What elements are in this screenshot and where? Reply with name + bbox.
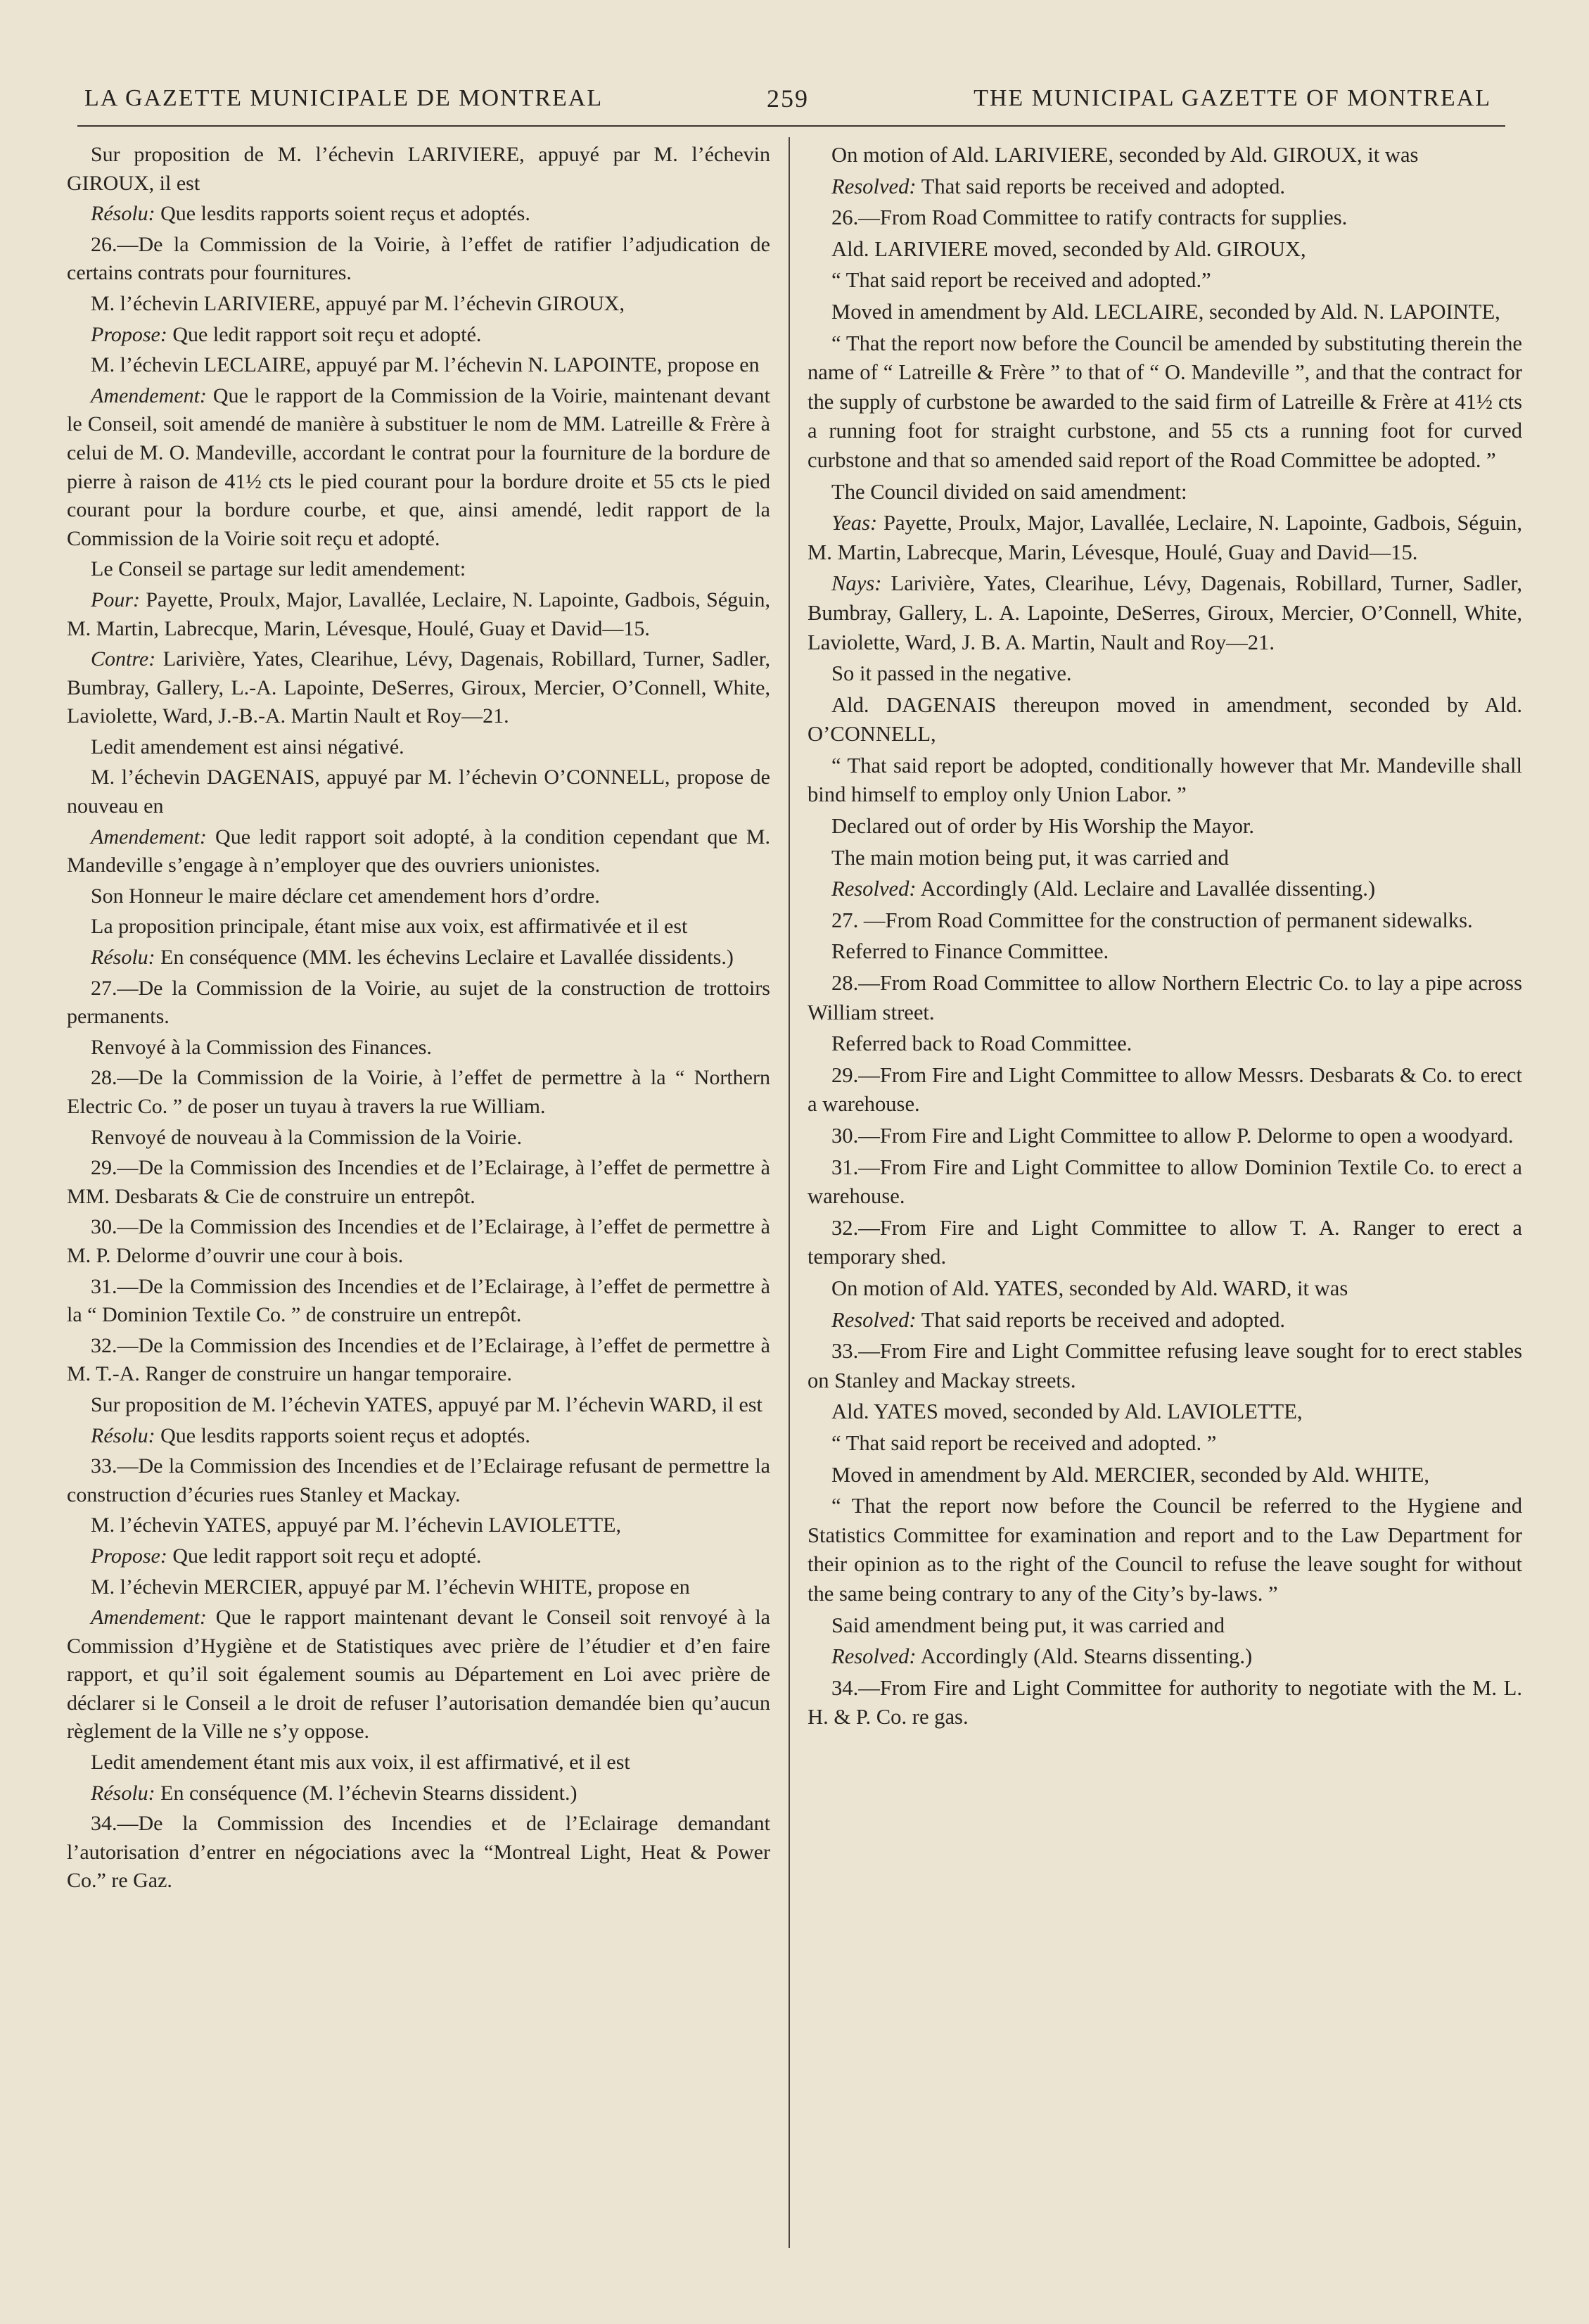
english-column [808, 141, 1522, 2266]
english-paragraph-lead: Resolved: [831, 1307, 917, 1332]
english-paragraph-text: Referred back to Road Committee. [831, 1031, 1132, 1056]
english-paragraph [808, 203, 1522, 233]
french-paragraph [67, 1391, 770, 1420]
french-paragraph [67, 290, 770, 319]
french-paragraph-text: Renvoyé à la Commission des Finances. [91, 1035, 432, 1059]
english-paragraph-text: “ That said report be adopted, conditionally however that Mr. Mandeville shall bind himself to employ only Union Labor. ” [808, 753, 1522, 807]
english-paragraph-text: “ That said report be received and adopted. ” [831, 1430, 1217, 1455]
french-paragraph-lead: Résolu: [91, 1423, 155, 1447]
english-paragraph-text: 32.—From Fire and Light Committee to allow T. A. Ranger to erect a temporary shed. [808, 1215, 1522, 1269]
english-paragraph [808, 478, 1522, 507]
french-paragraph-text: Payette, Proulx, Major, Lavallée, Leclaire, N. Lapointe, Gadbois, Séguin, M. Martin, Labrecque, Marin, Lévesque, Houlé, Guay et David—15. [67, 588, 770, 640]
english-paragraph [808, 1492, 1522, 1608]
french-paragraph [67, 1810, 770, 1896]
english-paragraph [808, 298, 1522, 327]
page-number: 259 [767, 84, 809, 113]
french-paragraph-lead: Propose: [91, 322, 167, 346]
english-paragraph [808, 1122, 1522, 1151]
english-paragraph [808, 1306, 1522, 1335]
french-paragraph [67, 1542, 770, 1571]
french-paragraph-text: Que ledit rapport soit reçu et adopté. [167, 322, 482, 346]
french-paragraph-text: 29.—De la Commission des Incendies et de l’Eclairage, à l’effet de permettre à MM. Desbarats & Cie de construire un entrepôt. [67, 1156, 770, 1208]
french-paragraph [67, 1604, 770, 1746]
french-paragraph [67, 1034, 770, 1062]
french-paragraph-text: M. l’échevin YATES, appuyé par M. l’échevin LAVIOLETTE, [91, 1513, 621, 1537]
english-paragraph [808, 1611, 1522, 1641]
english-paragraph-text: 27. —From Road Committee for the construction of permanent sidewalks. [831, 908, 1473, 932]
english-paragraph-text: Moved in amendment by Ald. MERCIER, seconded by Ald. WHITE, [831, 1462, 1430, 1487]
french-paragraph-text: En conséquence (M. l’échevin Stearns dissident.) [155, 1781, 577, 1805]
french-paragraph [67, 1332, 770, 1389]
page-header [84, 77, 1491, 120]
french-paragraph-lead: Amendement: [91, 1606, 207, 1630]
french-paragraph [67, 763, 770, 820]
english-paragraph [808, 875, 1522, 904]
french-paragraph [67, 645, 770, 731]
french-paragraph-text: Que le rapport de la Commission de la Voirie, maintenant devant le Conseil, soit amendé de manière à substituer le nom de MM. Latreille & Frère à celui de M. O. Mandeville, accordant le contrat pour la fourniture de la bordure de pierre à raison de 41½ cts le pied courant pour la bordure droite et 55 cts le pied courant pour la bordure courbe, et que, ainsi amendé, ledit rapport de la Commission de la Voirie soit reçu et adopté. [67, 383, 770, 550]
english-paragraph-text: Larivière, Yates, Clearihue, Lévy, Dagenais, Robillard, Turner, Sadler, Bumbray, Gallery, L. A. Lapointe, DeSerres, Giroux, Mercier, O’Connell, White, Laviolette, Ward, J. B. A. Martin, Nault and Roy—21. [808, 571, 1522, 654]
english-paragraph-lead: Resolved: [831, 174, 917, 198]
english-paragraph-lead: Yeas: [831, 511, 878, 535]
english-paragraph [808, 969, 1522, 1027]
english-paragraph-text: On motion of Ald. LARIVIERE, seconded by Ald. GIROUX, it was [831, 143, 1419, 167]
english-paragraph-text: Accordingly (Ald. Leclaire and Lavallée dissenting.) [916, 877, 1376, 901]
french-paragraph [67, 882, 770, 911]
french-paragraph-text: Renvoyé de nouveau à la Commission de la Voirie. [91, 1125, 522, 1149]
english-paragraph [808, 1153, 1522, 1212]
french-paragraph-text: 28.—De la Commission de la Voirie, à l’effet de permettre à la “ Northern Electric Co. ” de poser un tuyau à travers la rue William. [67, 1066, 770, 1118]
english-paragraph-lead: Nays: [831, 571, 882, 596]
english-paragraph [808, 844, 1522, 873]
french-paragraph [67, 974, 770, 1031]
english-paragraph-text: Referred to Finance Committee. [831, 939, 1109, 964]
french-paragraph-text: Que lesdits rapports soient reçus et adoptés. [155, 1423, 530, 1447]
english-paragraph-text: Accordingly (Ald. Stearns dissenting.) [916, 1644, 1253, 1669]
english-paragraph [808, 1429, 1522, 1459]
english-paragraph-text: 34.—From Fire and Light Committee for authority to negotiate with the M. L. H. & P. Co. re gas. [808, 1675, 1522, 1729]
french-paragraph-text: M. l’échevin DAGENAIS, appuyé par M. l’échevin O’CONNELL, propose de nouveau en [67, 766, 770, 818]
english-paragraph-text: “ That the report now before the Council be amended by substituting therein the name of “ Latreille & Frère ” to that of “ O. Mandeville ”, and that the contract for the supply of curbstone be awarded to the said firm of Latreille & Frère at 41½ cts a running foot for straight curbstone, and 55 cts a running foot for curved curbstone and that so amended said report of the Road Committee be adopted. ” [808, 331, 1522, 472]
english-paragraph [808, 659, 1522, 689]
english-paragraph-text: 30.—From Fire and Light Committee to allow P. Delorme to open a woodyard. [831, 1124, 1514, 1148]
english-paragraph-text: So it passed in the negative. [831, 661, 1072, 686]
english-paragraph-lead: Resolved: [831, 1644, 917, 1669]
english-paragraph-text: 31.—From Fire and Light Committee to allow Dominion Textile Co. to erect a warehouse. [808, 1155, 1522, 1209]
french-paragraph-lead: Résolu: [91, 1781, 155, 1805]
french-paragraph [67, 1452, 770, 1509]
french-paragraph-text: En conséquence (MM. les échevins Leclaire et Lavallée dissidents.) [155, 946, 734, 970]
english-paragraph [808, 172, 1522, 202]
french-paragraph-lead: Propose: [91, 1544, 167, 1568]
english-paragraph-text: Ald. LARIVIERE moved, seconded by Ald. GIROUX, [831, 236, 1306, 261]
french-paragraph [67, 141, 770, 198]
french-paragraph-text: Le Conseil se partage sur ledit amendement: [91, 557, 466, 581]
english-paragraph [808, 1061, 1522, 1119]
french-paragraph [67, 1154, 770, 1211]
english-paragraph [808, 509, 1522, 567]
french-paragraph [67, 913, 770, 941]
french-paragraph-text: Que le rapport maintenant devant le Conseil soit renvoyé à la Commission d’Hygiène et de Statistiques avec prière de l’étudier et d’en faire rapport, et qu’il soit également soumis au Département en Loi avec prière de déclarer si le Conseil a le droit de refuser l’autorisation demandée bien qu’aucun règlement de la Ville ne s’y oppose. [67, 1606, 770, 1744]
english-paragraph [808, 235, 1522, 265]
english-paragraph [808, 266, 1522, 296]
french-paragraph-text: Son Honneur le maire déclare cet amendement hors d’ordre. [91, 884, 600, 908]
english-paragraph [808, 691, 1522, 749]
french-paragraph [67, 1511, 770, 1540]
french-paragraph-text: 26.—De la Commission de la Voirie, à l’effet de ratifier l’adjudication de certains contrats pour fournitures. [67, 232, 770, 285]
french-paragraph [67, 1748, 770, 1777]
french-paragraph-text: 33.—De la Commission des Incendies et de l’Eclairage refusant de permettre la construction d’écuries rues Stanley et Mackay. [67, 1454, 770, 1506]
french-paragraph [67, 586, 770, 643]
english-paragraph [808, 1397, 1522, 1427]
english-paragraph-text: Moved in amendment by Ald. LECLAIRE, seconded by Ald. N. LAPOINTE, [831, 299, 1500, 324]
english-paragraph-text: That said reports be received and adopted. [916, 174, 1286, 198]
english-paragraph-text: “ That said report be received and adopted.” [831, 268, 1211, 293]
english-paragraph-text: Payette, Proulx, Major, Lavallée, Leclaire, N. Lapointe, Gadbois, Séguin, M. Martin, Labrecque, Marin, Lévesque, Houlé, Guay and David—15. [808, 511, 1522, 564]
french-paragraph-lead: Amendement: [91, 825, 207, 849]
english-paragraph-text: On motion of Ald. YATES, seconded by Ald. WARD, it was [831, 1276, 1348, 1300]
header-rule [77, 125, 1505, 127]
english-paragraph-text: That said reports be received and adopted. [916, 1307, 1286, 1332]
english-paragraph [808, 1674, 1522, 1732]
header-title-english: THE MUNICIPAL GAZETTE OF MONTREAL [974, 85, 1491, 111]
english-paragraph [808, 1337, 1522, 1395]
french-paragraph-text: Que lesdits rapports soient reçus et adoptés. [155, 202, 530, 226]
french-paragraph [67, 1573, 770, 1602]
french-paragraph [67, 733, 770, 762]
english-paragraph-text: Declared out of order by His Worship the Mayor. [831, 814, 1255, 839]
english-paragraph [808, 751, 1522, 810]
french-paragraph [67, 1422, 770, 1451]
french-paragraph-lead: Amendement: [91, 383, 207, 407]
french-paragraph-text: 30.—De la Commission des Incendies et de l’Eclairage, à l’effet de permettre à M. P. Delorme d’ouvrir une cour à bois. [67, 1215, 770, 1267]
french-paragraph [67, 1213, 770, 1270]
english-paragraph [808, 1461, 1522, 1490]
french-paragraph [67, 555, 770, 584]
english-paragraph [808, 1214, 1522, 1272]
english-paragraph [808, 1029, 1522, 1059]
french-paragraph [67, 1779, 770, 1808]
english-paragraph [808, 1274, 1522, 1304]
french-paragraph-lead: Résolu: [91, 946, 155, 970]
english-paragraph [808, 937, 1522, 967]
english-paragraph-text: The main motion being put, it was carried and [831, 845, 1229, 870]
french-paragraph [67, 321, 770, 350]
french-paragraph [67, 382, 770, 554]
english-paragraph-text: Ald. YATES moved, seconded by Ald. LAVIOLETTE, [831, 1399, 1303, 1424]
english-paragraph [808, 329, 1522, 476]
english-paragraph [808, 141, 1522, 170]
french-paragraph [67, 1064, 770, 1121]
french-paragraph [67, 200, 770, 229]
english-paragraph-lead: Resolved: [831, 877, 917, 901]
french-paragraph-text: Sur proposition de M. l’échevin YATES, appuyé par M. l’échevin WARD, il est [91, 1392, 762, 1416]
english-paragraph [808, 1642, 1522, 1672]
header-title-french: LA GAZETTE MUNICIPALE DE MONTREAL [84, 85, 604, 111]
french-paragraph-lead: Résolu: [91, 202, 155, 226]
english-paragraph-text: 26.—From Road Committee to ratify contracts for supplies. [831, 205, 1348, 230]
english-paragraph-text: Ald. DAGENAIS thereupon moved in amendment, seconded by Ald. O’CONNELL, [808, 692, 1522, 747]
french-paragraph-lead: Contre: [91, 647, 156, 671]
french-column [67, 141, 770, 2266]
french-paragraph [67, 1273, 770, 1330]
french-paragraph-text: Ledit amendement est ainsi négativé. [91, 735, 404, 758]
french-paragraph-text: 34.—De la Commission des Incendies et de l’Eclairage demandant l’autorisation d’entrer en négociations avec la “Montreal Light, Heat & Power Co.” re Gaz. [67, 1812, 770, 1893]
french-paragraph [67, 1124, 770, 1153]
english-paragraph [808, 906, 1522, 936]
french-paragraph [67, 944, 770, 972]
french-paragraph-text: Larivière, Yates, Clearihue, Lévy, Dagenais, Robillard, Turner, Sadler, Bumbray, Gallery, L.-A. Lapointe, DeSerres, Giroux, Mercier, O’Connell, White, Laviolette, Ward, J.-B.-A. Martin Nault et Roy—21. [67, 647, 770, 728]
french-paragraph-text: 32.—De la Commission des Incendies et de l’Eclairage, à l’effet de permettre à M. T.-A. Ranger de construire un hangar temporaire. [67, 1333, 770, 1386]
english-paragraph-text: 29.—From Fire and Light Committee to allow Messrs. Desbarats & Co. to erect a warehouse. [808, 1062, 1522, 1117]
english-paragraph-text: “ That the report now before the Council be referred to the Hygiene and Statistics Committee for examination and report and to the Law Department for their opinion as to the right of the Council to refuse the leave sought for without the same being contrary to any of the City’s by-laws. ” [808, 1494, 1522, 1606]
french-paragraph-text: 27.—De la Commission de la Voirie, au sujet de la construction de trottoirs permanents. [67, 976, 770, 1029]
column-divider [789, 137, 790, 2248]
french-paragraph [67, 231, 770, 288]
french-paragraph-text: M. l’échevin LARIVIERE, appuyé par M. l’échevin GIROUX, [91, 291, 625, 315]
english-paragraph-text: 33.—From Fire and Light Committee refusing leave sought for to erect stables on Stanley and Mackay streets. [808, 1339, 1522, 1392]
french-paragraph-text: Sur proposition de M. l’échevin LARIVIERE, appuyé par M. l’échevin GIROUX, il est [67, 143, 770, 195]
french-paragraph-text: Ledit amendement étant mis aux voix, il est affirmativé, et il est [91, 1751, 630, 1774]
french-paragraph-text: M. l’échevin MERCIER, appuyé par M. l’échevin WHITE, propose en [91, 1575, 690, 1599]
english-paragraph-text: 28.—From Road Committee to allow Northern Electric Co. to lay a pipe across William street. [808, 971, 1522, 1024]
english-paragraph [808, 569, 1522, 657]
french-paragraph [67, 351, 770, 380]
french-paragraph-text: Que ledit rapport soit adopté, à la condition cependant que M. Mandeville s’engage à n’employer que des ouvriers unionistes. [67, 825, 770, 877]
english-paragraph [808, 812, 1522, 842]
french-paragraph-text: La proposition principale, étant mise aux voix, est affirmativée et il est [91, 915, 688, 939]
french-paragraph-text: 31.—De la Commission des Incendies et de l’Eclairage, à l’effet de permettre à la “ Dominion Textile Co. ” de construire un entrepôt. [67, 1274, 770, 1327]
english-paragraph-text: The Council divided on said amendment: [831, 479, 1187, 504]
french-paragraph [67, 823, 770, 880]
french-paragraph-text: Que ledit rapport soit reçu et adopté. [167, 1544, 482, 1568]
french-paragraph-text: M. l’échevin LECLAIRE, appuyé par M. l’échevin N. LAPOINTE, propose en [91, 353, 760, 377]
english-paragraph-text: Said amendment being put, it was carried and [831, 1613, 1225, 1637]
french-paragraph-lead: Pour: [91, 588, 140, 611]
